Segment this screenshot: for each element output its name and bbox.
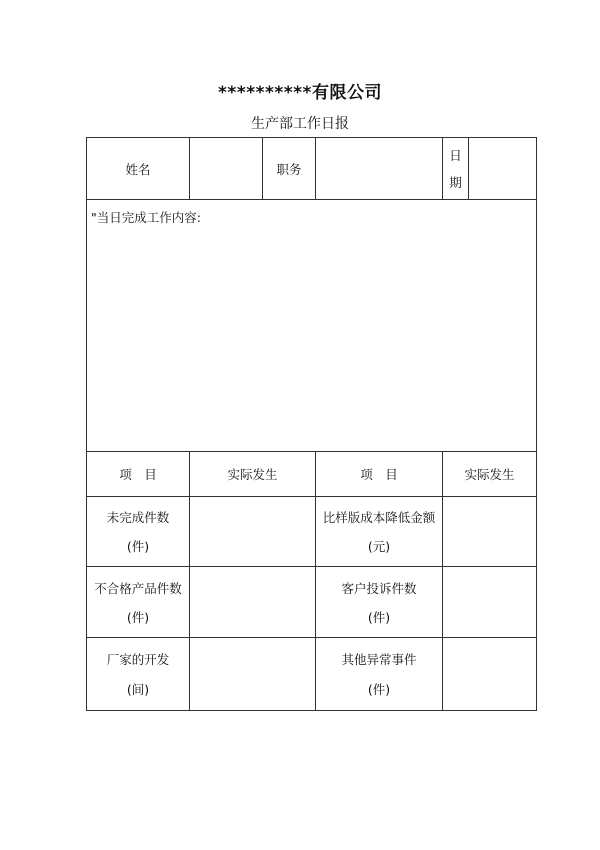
date-label-top: 日: [449, 148, 462, 164]
table-row-item-right: [315, 496, 443, 567]
row2-left-unit: (件): [126, 609, 150, 625]
header-actual-1-label: 实际发生: [227, 467, 278, 482]
row3-right-value[interactable]: [442, 637, 537, 711]
table-row-item-left: [86, 637, 190, 711]
report-title: 生产部工作日报: [251, 116, 349, 132]
header-item-1-label: 项 目: [119, 467, 157, 482]
row3-left-value[interactable]: [189, 637, 316, 711]
row2-right-item: 客户投诉件数: [341, 580, 417, 596]
row2-left-item: 不合格产品件数: [94, 580, 182, 596]
work-content-area[interactable]: [86, 199, 537, 452]
row3-right-unit: (件): [367, 682, 391, 697]
header-item-1: [86, 451, 190, 497]
table-row-item-right: [315, 566, 443, 638]
row2-right-value[interactable]: [442, 566, 537, 638]
row3-right-item: 其他异常事件: [341, 652, 417, 667]
header-item-2: [315, 451, 443, 497]
row1-right-unit: (元): [367, 538, 391, 554]
date-label-cell: [442, 137, 469, 200]
header-actual-2: [442, 451, 537, 497]
row3-left-unit: (间): [126, 682, 150, 697]
name-field[interactable]: [189, 137, 263, 200]
date-field[interactable]: [468, 137, 537, 200]
name-label-cell: [86, 137, 190, 200]
position-field[interactable]: [315, 137, 443, 200]
header-item-2-label: 项 目: [360, 467, 398, 482]
row1-left-unit: (件): [126, 538, 150, 554]
row2-left-value[interactable]: [189, 566, 316, 638]
header-actual-1: [189, 451, 316, 497]
row3-left-item: 厂家的开发: [106, 652, 170, 667]
row2-right-unit: (件): [367, 609, 391, 625]
table-row-item-right: [315, 637, 443, 711]
table-row-item-left: [86, 566, 190, 638]
date-label-bottom: 期: [449, 174, 462, 190]
work-content-label: "当日完成工作内容:: [91, 210, 201, 225]
company-name: **********有限公司: [218, 83, 382, 103]
table-row-item-left: [86, 496, 190, 567]
row1-right-value[interactable]: [442, 496, 537, 567]
daily-report-form: [86, 137, 537, 711]
position-label-cell: [262, 137, 316, 200]
row1-left-value[interactable]: [189, 496, 316, 567]
row1-left-item: 未完成件数: [106, 510, 170, 526]
row1-right-item: 比样版成本降低金额: [322, 510, 436, 526]
name-label: 姓名: [125, 161, 151, 177]
position-label: 职务: [276, 161, 302, 177]
header-actual-2-label: 实际发生: [464, 467, 515, 482]
